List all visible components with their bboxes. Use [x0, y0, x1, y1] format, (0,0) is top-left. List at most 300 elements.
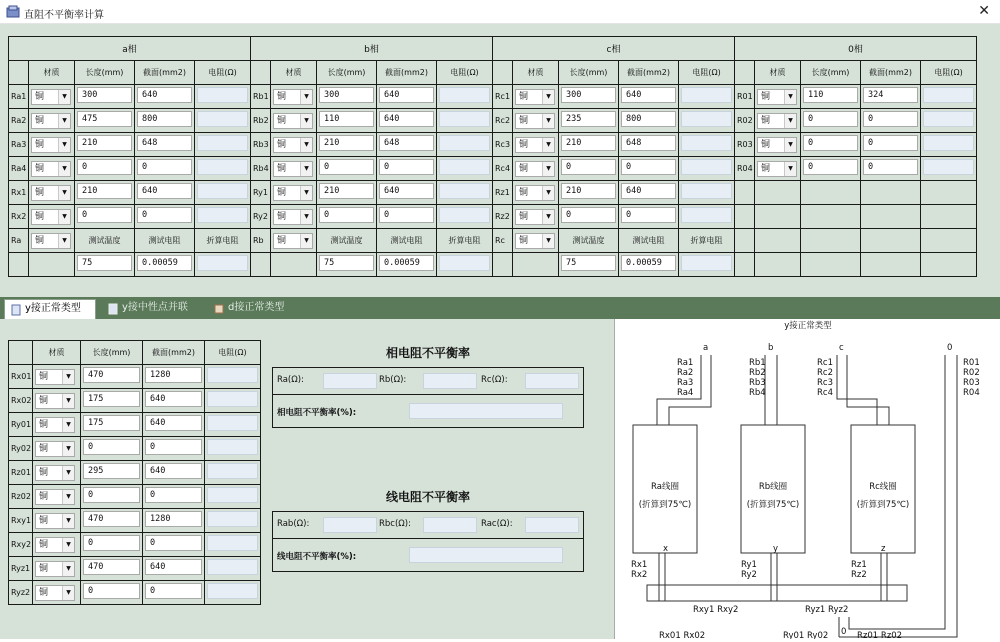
ra-output — [323, 373, 377, 389]
length-input[interactable]: 300 — [319, 87, 374, 103]
row-label: Rc2 — [493, 109, 513, 133]
chevron-down-icon: ▼ — [300, 114, 312, 128]
row-label: R01 — [735, 85, 755, 109]
test-resistance-input[interactable]: 0.00059 — [137, 255, 192, 271]
resistance-output — [197, 159, 248, 175]
resistance-output — [207, 559, 258, 575]
rb-label: Rb(Ω): — [379, 375, 407, 385]
length-input[interactable]: 0 — [77, 207, 132, 223]
terminal-a: a — [703, 343, 709, 353]
length-input[interactable]: 110 — [319, 111, 374, 127]
group-title: 0相 — [735, 37, 977, 61]
material-select[interactable]: 铜 ▼ — [273, 89, 313, 105]
table-row — [9, 181, 251, 205]
material-select[interactable]: 铜 ▼ — [273, 137, 313, 153]
material-select[interactable]: 铜 ▼ — [31, 137, 71, 153]
length-input[interactable]: 235 — [561, 111, 616, 127]
tail-label: Rx2 — [631, 570, 648, 580]
length-input[interactable]: 0 — [83, 439, 140, 455]
chevron-down-icon: ▼ — [62, 418, 74, 432]
bottom-x-label: Rx01 Rx02 — [659, 631, 706, 639]
phase-rate-output — [409, 403, 563, 419]
chevron-down-icon: ▼ — [542, 210, 554, 224]
row-label: Rxy2 — [9, 533, 33, 557]
temperature-input[interactable]: 75 — [561, 255, 616, 271]
column-header: 电阻(Ω) — [921, 61, 977, 85]
tail-label: Ry2 — [741, 570, 757, 580]
resistance-output — [197, 207, 248, 223]
conv-res-label: 折算电阻 — [437, 229, 493, 253]
bus-xy-label: Rxy1 Rxy2 — [693, 605, 739, 615]
material-select[interactable]: 铜 ▼ — [273, 209, 313, 225]
rab-label: Rab(Ω): — [277, 519, 310, 529]
section-input[interactable]: 640 — [379, 87, 434, 103]
length-input[interactable]: 470 — [83, 511, 140, 527]
section-input[interactable]: 640 — [145, 391, 202, 407]
section-input[interactable]: 648 — [379, 135, 434, 151]
material-select[interactable]: 铜 ▼ — [31, 113, 71, 129]
length-input[interactable]: 210 — [319, 135, 374, 151]
ra-label: Ra(Ω): — [277, 375, 304, 385]
row-label: Rc4 — [493, 157, 513, 181]
resistance-output — [207, 487, 258, 503]
lead-label: Rc4 — [817, 388, 833, 398]
material-select[interactable]: 铜 ▼ — [515, 233, 555, 249]
terminal-0: 0 — [947, 343, 953, 353]
close-icon[interactable]: ✕ — [978, 3, 990, 19]
tab-y-normal[interactable] — [4, 299, 96, 319]
column-header: 截面(mm2) — [861, 61, 921, 85]
material-select[interactable]: 铜 ▼ — [515, 161, 555, 177]
lead-label: Ra1 — [677, 358, 694, 368]
chevron-down-icon: ▼ — [542, 234, 554, 248]
lead-label: Rc2 — [817, 368, 833, 378]
calculator-app-icon — [6, 5, 20, 19]
test-res-label: 测试电阻 — [619, 229, 679, 253]
section-input[interactable]: 0 — [145, 487, 202, 503]
section-input[interactable]: 0 — [379, 207, 434, 223]
window-title: 直阻不平衡率计算 — [24, 10, 104, 21]
section-input[interactable]: 640 — [379, 183, 434, 199]
page-icon — [108, 303, 118, 315]
length-input[interactable]: 470 — [83, 559, 140, 575]
material-select[interactable]: 铜 ▼ — [31, 233, 71, 249]
length-input[interactable]: 210 — [77, 183, 132, 199]
table-row — [735, 109, 977, 133]
resistance-output — [923, 135, 974, 151]
lead-label: R01 — [963, 358, 980, 368]
material-select[interactable]: 铜 ▼ — [35, 537, 75, 553]
material-select[interactable]: 铜 ▼ — [31, 161, 71, 177]
table-row — [9, 581, 261, 605]
row-label: Ryz2 — [9, 581, 33, 605]
section-input[interactable]: 0 — [621, 207, 676, 223]
row-label: Ra2 — [9, 109, 29, 133]
section-input[interactable]: 0 — [379, 159, 434, 175]
row-label: Rxy1 — [9, 509, 33, 533]
material-select[interactable]: 铜 ▼ — [757, 89, 797, 105]
section-input[interactable]: 640 — [145, 415, 202, 431]
terminal-c: c — [839, 343, 844, 353]
chevron-down-icon: ▼ — [62, 370, 74, 384]
resistance-output — [923, 159, 974, 175]
row-label: R02 — [735, 109, 755, 133]
row-label: Ry02 — [9, 437, 33, 461]
phase-panel-title: 相电阻不平衡率 — [385, 346, 470, 360]
group-title: a相 — [9, 37, 251, 61]
length-input[interactable]: 0 — [83, 487, 140, 503]
material-select[interactable]: 铜 ▼ — [515, 185, 555, 201]
zero-label: 0 — [841, 627, 847, 637]
length-input[interactable]: 300 — [561, 87, 616, 103]
section-input[interactable]: 0 — [863, 159, 918, 175]
material-select[interactable]: 铜 ▼ — [515, 113, 555, 129]
section-input[interactable]: 0 — [137, 159, 192, 175]
coil-b-note: (折算到75℃) — [746, 500, 800, 510]
column-header: 电阻(Ω) — [679, 61, 735, 85]
section-input[interactable]: 1280 — [145, 511, 202, 527]
table-row — [9, 557, 261, 581]
page-icon — [11, 304, 21, 316]
chevron-down-icon: ▼ — [300, 90, 312, 104]
row-label: Rb4 — [251, 157, 271, 181]
chevron-down-icon: ▼ — [542, 186, 554, 200]
tail-label: Ry1 — [741, 560, 757, 570]
table-row — [251, 157, 493, 181]
length-input[interactable]: 210 — [561, 183, 616, 199]
section-input[interactable]: 800 — [621, 111, 676, 127]
lead-label: Rb3 — [749, 378, 766, 388]
length-input[interactable]: 0 — [803, 135, 858, 151]
material-select[interactable]: 铜 ▼ — [757, 161, 797, 177]
length-input[interactable]: 0 — [83, 583, 140, 599]
material-select[interactable]: 铜 ▼ — [273, 233, 313, 249]
diagram-title: y接正常类型 — [784, 321, 832, 331]
row-label: Rz02 — [9, 485, 33, 509]
row-label: Rx1 — [9, 181, 29, 205]
section-input[interactable]: 640 — [621, 183, 676, 199]
tab-y-neutral-parallel[interactable] — [102, 299, 202, 319]
resistance-output — [681, 111, 732, 127]
section-input[interactable]: 640 — [145, 559, 202, 575]
length-input[interactable]: 0 — [83, 535, 140, 551]
section-input[interactable]: 0 — [145, 439, 202, 455]
table-row — [251, 109, 493, 133]
tab-bar — [0, 297, 1000, 319]
rc-output — [525, 373, 579, 389]
row-label: Rb1 — [251, 85, 271, 109]
phase-2-table — [492, 36, 735, 277]
material-select[interactable]: 铜 ▼ — [273, 185, 313, 201]
chevron-down-icon: ▼ — [62, 562, 74, 576]
chevron-down-icon: ▼ — [300, 162, 312, 176]
length-input[interactable]: 210 — [319, 183, 374, 199]
chevron-down-icon: ▼ — [542, 114, 554, 128]
rbc-label: Rbc(Ω): — [379, 519, 411, 529]
resistance-output — [207, 583, 258, 599]
coil-c-end: z — [881, 544, 886, 554]
row-label: Ry01 — [9, 413, 33, 437]
rac-output — [525, 517, 579, 533]
chevron-down-icon: ▼ — [62, 394, 74, 408]
section-input[interactable]: 0 — [145, 535, 202, 551]
row-label: Ra — [9, 229, 29, 253]
material-select[interactable]: 铜 ▼ — [35, 585, 75, 601]
row-label: Ra3 — [9, 133, 29, 157]
chevron-down-icon: ▼ — [62, 490, 74, 504]
table-row — [9, 85, 251, 109]
length-input[interactable]: 110 — [803, 87, 858, 103]
column-header: 长度(mm) — [317, 61, 377, 85]
material-select[interactable]: 铜 ▼ — [35, 441, 75, 457]
section-input[interactable]: 324 — [863, 87, 918, 103]
length-input[interactable]: 0 — [77, 159, 132, 175]
section-input[interactable]: 0 — [863, 111, 918, 127]
column-header: 电阻(Ω) — [205, 341, 261, 365]
resistance-output — [207, 439, 258, 455]
tab-label: d接正常类型 — [228, 302, 285, 313]
diagram-canvas — [615, 319, 1000, 639]
chevron-down-icon: ▼ — [784, 114, 796, 128]
section-input[interactable]: 640 — [137, 87, 192, 103]
rab-output — [323, 517, 377, 533]
lead-label: Rb4 — [749, 388, 766, 398]
resistance-output — [681, 159, 732, 175]
length-input[interactable]: 210 — [77, 135, 132, 151]
test-resistance-input[interactable]: 0.00059 — [621, 255, 676, 271]
phase-panel — [272, 367, 584, 428]
chevron-down-icon: ▼ — [62, 466, 74, 480]
resistance-output — [681, 87, 732, 103]
length-input[interactable]: 0 — [803, 111, 858, 127]
material-select[interactable]: 铜 ▼ — [273, 113, 313, 129]
material-select[interactable]: 铜 ▼ — [35, 489, 75, 505]
row-label: Rz2 — [493, 205, 513, 229]
table-row — [251, 133, 493, 157]
material-select[interactable]: 铜 ▼ — [35, 513, 75, 529]
row-label: Rb2 — [251, 109, 271, 133]
test-resistance-input[interactable]: 0.00059 — [379, 255, 434, 271]
temp-label: 测试温度 — [75, 229, 135, 253]
grid-icon — [214, 303, 224, 315]
column-header: 材质 — [513, 61, 559, 85]
chevron-down-icon: ▼ — [58, 114, 70, 128]
resistance-output — [681, 207, 732, 223]
group-title: c相 — [493, 37, 735, 61]
length-input[interactable]: 0 — [319, 207, 374, 223]
length-input[interactable]: 300 — [77, 87, 132, 103]
coil-a-name: Ra线圈 — [651, 482, 679, 492]
table-row — [9, 365, 261, 389]
resistance-output — [681, 135, 732, 151]
column-header: 长度(mm) — [75, 61, 135, 85]
coil-c-note: (折算到75℃) — [856, 500, 910, 510]
section-input[interactable]: 648 — [621, 135, 676, 151]
material-select[interactable]: 铜 ▼ — [515, 137, 555, 153]
chevron-down-icon: ▼ — [58, 186, 70, 200]
chevron-down-icon: ▼ — [784, 138, 796, 152]
section-input[interactable]: 0 — [621, 159, 676, 175]
resistance-output — [439, 159, 490, 175]
coil-a-end: x — [663, 544, 669, 554]
column-header: 截面(mm2) — [143, 341, 205, 365]
row-label: Rc — [493, 229, 513, 253]
column-header: 长度(mm) — [801, 61, 861, 85]
resistance-output — [439, 87, 490, 103]
chevron-down-icon: ▼ — [542, 138, 554, 152]
material-select[interactable]: 铜 ▼ — [757, 113, 797, 129]
section-input[interactable]: 640 — [621, 87, 676, 103]
resistance-output — [439, 135, 490, 151]
chevron-down-icon: ▼ — [784, 90, 796, 104]
phase-1-table — [250, 36, 493, 277]
line-rate-output — [409, 547, 563, 563]
row-label: Rc3 — [493, 133, 513, 157]
test-res-label: 测试电阻 — [377, 229, 437, 253]
chevron-down-icon: ▼ — [62, 442, 74, 456]
temperature-input[interactable]: 75 — [77, 255, 132, 271]
row-label: Rx02 — [9, 389, 33, 413]
lead-label: Ra3 — [677, 378, 694, 388]
length-input[interactable]: 295 — [83, 463, 140, 479]
tab-label: y接中性点并联 — [122, 302, 188, 313]
resistance-output — [439, 183, 490, 199]
column-header: 材质 — [755, 61, 801, 85]
tab-d-normal[interactable] — [208, 299, 298, 319]
length-input[interactable]: 0 — [561, 159, 616, 175]
table-row — [493, 205, 735, 229]
column-header: 材质 — [271, 61, 317, 85]
section-input[interactable]: 0 — [145, 583, 202, 599]
section-input[interactable]: 0 — [863, 135, 918, 151]
group-title: b相 — [251, 37, 493, 61]
table-row — [9, 389, 261, 413]
row-label: Ra4 — [9, 157, 29, 181]
length-input[interactable]: 0 — [561, 207, 616, 223]
column-header: 电阻(Ω) — [195, 61, 251, 85]
row-label: Rb — [251, 229, 271, 253]
converted-resistance-output — [197, 255, 248, 271]
table-row — [493, 109, 735, 133]
material-select[interactable]: 铜 ▼ — [35, 417, 75, 433]
chevron-down-icon: ▼ — [58, 90, 70, 104]
length-input[interactable]: 210 — [561, 135, 616, 151]
main-body — [0, 24, 1000, 639]
material-select[interactable]: 铜 ▼ — [515, 209, 555, 225]
resistance-output — [197, 183, 248, 199]
resistance-output — [197, 87, 248, 103]
section-input[interactable]: 0 — [137, 207, 192, 223]
chevron-down-icon: ▼ — [62, 538, 74, 552]
length-input[interactable]: 175 — [83, 415, 140, 431]
lead-label: Ra4 — [677, 388, 694, 398]
length-input[interactable]: 0 — [803, 159, 858, 175]
conv-res-label: 折算电阻 — [679, 229, 735, 253]
row-label: Rz1 — [493, 181, 513, 205]
conv-res-label: 折算电阻 — [195, 229, 251, 253]
chevron-down-icon: ▼ — [58, 138, 70, 152]
resistance-output — [207, 415, 258, 431]
rb-output — [423, 373, 477, 389]
resistance-output — [197, 135, 248, 151]
length-input[interactable]: 470 — [83, 367, 140, 383]
lead-label: R02 — [963, 368, 980, 378]
table-row — [251, 205, 493, 229]
table-row — [9, 437, 261, 461]
material-select[interactable]: 铜 ▼ — [757, 137, 797, 153]
material-select[interactable]: 铜 ▼ — [31, 185, 71, 201]
table-row — [493, 157, 735, 181]
rc-label: Rc(Ω): — [481, 375, 508, 385]
length-input[interactable]: 0 — [319, 159, 374, 175]
row-label: Rz01 — [9, 461, 33, 485]
chevron-down-icon: ▼ — [58, 210, 70, 224]
table-row — [9, 205, 251, 229]
column-header: 截面(mm2) — [619, 61, 679, 85]
tail-label: Rz2 — [851, 570, 867, 580]
table-row — [251, 85, 493, 109]
row-label: Rb3 — [251, 133, 271, 157]
chevron-down-icon: ▼ — [58, 162, 70, 176]
row-label: Rc1 — [493, 85, 513, 109]
lead-label: Rc3 — [817, 378, 833, 388]
tail-label: Rx1 — [631, 560, 648, 570]
table-row — [9, 413, 261, 437]
chevron-down-icon: ▼ — [542, 90, 554, 104]
chevron-down-icon: ▼ — [542, 162, 554, 176]
material-select[interactable]: 铜 ▼ — [273, 161, 313, 177]
phase-rate-label: 相电阻不平衡率(%): — [277, 408, 357, 418]
table-row — [251, 181, 493, 205]
length-input[interactable]: 175 — [83, 391, 140, 407]
row-label: Rx2 — [9, 205, 29, 229]
chevron-down-icon: ▼ — [58, 234, 70, 248]
row-label: R04 — [735, 157, 755, 181]
material-select[interactable]: 铜 ▼ — [31, 209, 71, 225]
resistance-output — [207, 367, 258, 383]
material-select[interactable]: 铜 ▼ — [35, 393, 75, 409]
material-select[interactable]: 铜 ▼ — [35, 561, 75, 577]
column-header: 材质 — [29, 61, 75, 85]
temperature-input[interactable]: 75 — [319, 255, 374, 271]
section-input[interactable]: 1280 — [145, 367, 202, 383]
table-row — [493, 85, 735, 109]
material-select[interactable]: 铜 ▼ — [35, 465, 75, 481]
section-input[interactable]: 640 — [379, 111, 434, 127]
length-input[interactable]: 475 — [77, 111, 132, 127]
row-label: Ry1 — [251, 181, 271, 205]
section-input[interactable]: 648 — [137, 135, 192, 151]
line-rate-label: 线电阻不平衡率(%): — [277, 552, 357, 562]
section-input[interactable]: 800 — [137, 111, 192, 127]
resistance-output — [207, 463, 258, 479]
section-input[interactable]: 640 — [145, 463, 202, 479]
section-input[interactable]: 640 — [137, 183, 192, 199]
temp-label: 测试温度 — [317, 229, 377, 253]
column-header: 截面(mm2) — [135, 61, 195, 85]
row-label: Ryz1 — [9, 557, 33, 581]
material-select[interactable]: 铜 ▼ — [31, 89, 71, 105]
chevron-down-icon: ▼ — [62, 586, 74, 600]
table-row — [9, 157, 251, 181]
table-row — [9, 461, 261, 485]
material-select[interactable]: 铜 ▼ — [515, 89, 555, 105]
table-row — [493, 181, 735, 205]
phase-3-table — [734, 36, 977, 277]
chevron-down-icon: ▼ — [300, 210, 312, 224]
rac-label: Rac(Ω): — [481, 519, 513, 529]
material-select[interactable]: 铜 ▼ — [35, 369, 75, 385]
